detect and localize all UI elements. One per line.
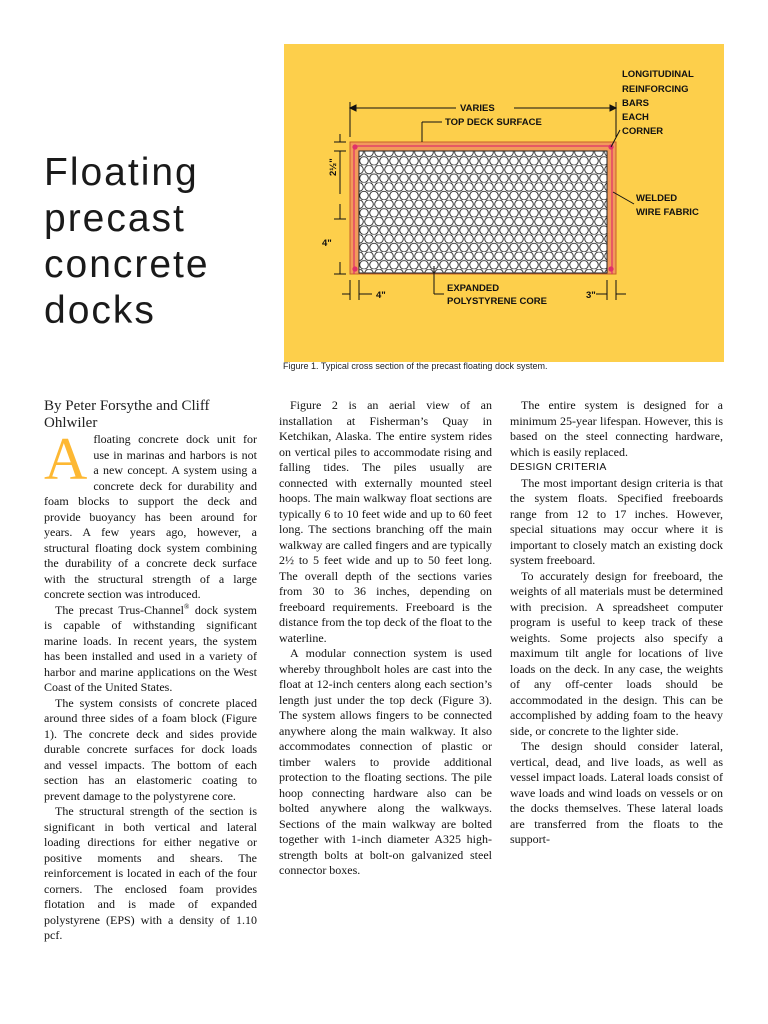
figure-caption: Figure 1. Typical cross section of the precast floating dock system. [283,361,548,371]
label-longitudinal: REINFORCING [622,84,689,95]
title-line: Floating [44,151,199,194]
top-deck-leader [422,122,442,142]
column-1 [44,398,257,944]
rebar-dot [352,266,357,271]
registered-mark: ® [184,602,190,611]
cross-section-diagram [284,44,724,362]
paragraph-text: dock system is capable of withstanding significant marine loads. In recent years, the system has been installed and used in a variety of harbor and marine applications on the West Coast of the United States. [44,602,257,694]
title-line: docks [44,289,156,332]
label-dim-side: 4" [322,238,332,249]
column-2 [279,398,492,879]
paragraph: To accurately design for freeboard, the weights of all materials must be determined with precision. A spreadsheet computer program is useful to keep track of these weights. Some projects also specify a maximum tilt angle for locations of live loads on the deck. In any case, the weights of any off-center loads should be accommodated in the design. This can be accomplished by adding foam to the heavy side, or concrete to the lighter side. [510,568,723,738]
paragraph: The most important design criteria is that the system floats. Specified freeboards range from 12 to 17 inches. However, special situations may occur where it is important to closely match an existing dock system freeboard. [510,475,723,567]
paragraph-text: The precast Trus-Channel [55,602,184,617]
paragraph: A modular connection system is used whereby throughbolt holes are cast into the float at 12-inch centers along each section’s length just under the top deck (Figure 3). The system allows fingers to be connected anywhere along the main walkway. It also accommodates connection of plastic or timber walers to provide additional protection to the floating sections. The pile hoop connecting hardware also can be bolted anywhere along the walkways. Sections of the main walkway are bolted together with 1-inch diameter A325 high-strength bolts at bolt-on galvanized steel connector boxes. [279,646,492,877]
label-longitudinal: LONGITUDINAL [622,69,694,80]
left-dimensions [334,134,346,274]
label-top-deck: TOP DECK SURFACE [445,117,542,128]
label-dim-top: 2½" [328,158,339,176]
section-heading: DESIGN CRITERIA [510,461,607,473]
label-welded: WELDED [636,193,678,204]
paragraph [44,426,257,603]
paragraph [44,603,257,696]
label-longitudinal: EACH [622,112,649,123]
byline: By Peter Forsythe and Cliff Ohlwiler [44,398,210,431]
foam-core [359,151,607,273]
paragraph: The structural strength of the section is significant in both vertical and lateral loading directions for either negative or positive moments and shears. The reinforcement is located in each of the four corners. The enclosed foam provides flotation and is made of expanded polystyrene (EPS) with a density of 1.10 pcf. [44,804,257,942]
label-dim-bottom-left: 4" [376,290,386,301]
column-3 [510,398,723,848]
drop-cap: A [44,426,88,492]
label-welded: WIRE FABRIC [636,207,699,218]
label-eps: POLYSTYRENE CORE [447,296,547,307]
paragraph: Figure 2 is an aerial view of an installation at Fisherman’s Quay in Ketchikan, Alaska. The entire system rides on vertical piles to accommodate rising and falling tides. The piles usually are connected with externally mounted steel hoops. The main walkway float sections are typically 6 to 10 feet wide and up to 60 feet long. The sections branching off the main walkway are called fingers and are typically 2½ to 5 feet wide and up to 50 feet long. The overall depth of the sections varies from 30 to 36 inches, depending on freeboard requirements. Freeboard is the distance from the top deck of the float to the waterline. [279,398,492,645]
label-longitudinal: CORNER [622,126,664,137]
rebar-dot [352,144,357,149]
title-line: concrete [44,243,210,286]
paragraph: The system consists of concrete placed around three sides of a foam block (Figure 1). The concrete deck and sides provide durable concrete surfaces for dock loads and vessel impacts. The bottom of each section has an elastomeric coating to prevent damage to the polystyrene core. [44,695,257,803]
rebar-dot [608,266,613,271]
cross-section-figure [284,44,724,362]
paragraph: The entire system is designed for a minimum 25-year lifespan. However, this is based on the steel connecting hardware, which is easily replaced. [510,398,723,459]
label-varies: VARIES [460,103,495,114]
article-title [44,150,210,334]
paragraph-text: floating concrete dock unit for use in marinas and harbors is not a new concept. A system using a concrete deck for durability and foam blocks to support the deck and provide buoyancy has been around for years. A few years ago, however, a structural floating dock system combining the durability of a concrete deck surface with the structural strength of a large concrete section was introduced. [44,432,257,601]
paragraph: The design should consider lateral, vertical, dead, and live loads, as well as vessel impact loads. Lateral loads consist of wave loads and wind loads on vessels or on the docks themselves. These lateral loads are transferred from the floats to the support- [510,739,723,846]
title-line: precast [44,197,186,240]
label-dim-bottom-right: 3" [586,290,596,301]
label-longitudinal: BARS [622,98,649,109]
label-eps: EXPANDED [447,283,500,294]
